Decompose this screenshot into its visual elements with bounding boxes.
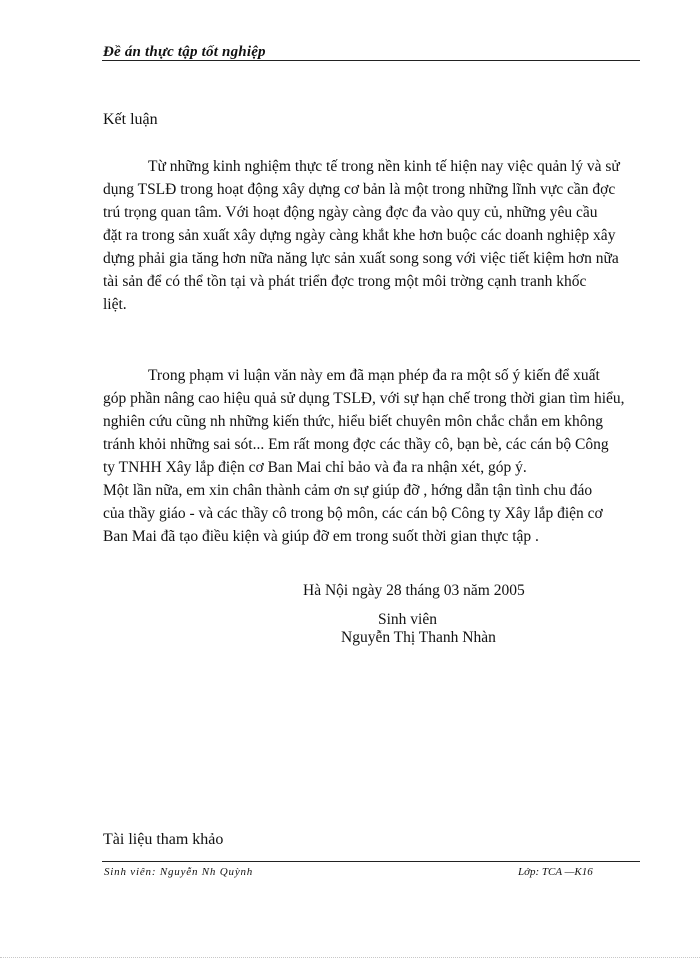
text-line: Từ những kinh nghiệm thực tế trong nền kinh tế hiện nay việc quản lý và sử bbox=[148, 158, 620, 175]
conclusion-paragraph-1 bbox=[103, 155, 641, 316]
footer-class: Lớp: TCA —K16 bbox=[518, 866, 593, 878]
page-bottom-border bbox=[0, 957, 700, 958]
text-line: góp phần nâng cao hiệu quả sử dụng TSLĐ, với sự hạn chế trong thời gian tìm hiểu, bbox=[103, 390, 625, 407]
text-line: Ban Mai đã tạo điều kiện và giúp đỡ em trong suốt thời gian thực tập . bbox=[103, 528, 539, 545]
text-line: Một lần nữa, em xin chân thành cảm ơn sự giúp đỡ , hớng dẫn tận tình chu đáo bbox=[103, 482, 593, 499]
text-line: dụng TSLĐ trong hoạt động xây dựng cơ bản là một trong những lĩnh vực cần đợc bbox=[103, 181, 616, 198]
signature-role: Sinh viên bbox=[378, 611, 437, 628]
date-line: Hà Nội ngày 28 tháng 03 năm 2005 bbox=[303, 582, 525, 599]
footer-divider bbox=[102, 861, 640, 862]
conclusion-paragraph-3 bbox=[103, 479, 641, 548]
text-line: đặt ra trong sản xuất xây dựng ngày càng khắt khe hơn buộc các doanh nghiệp xây bbox=[103, 227, 616, 244]
conclusion-paragraph-2 bbox=[103, 364, 641, 479]
text-line: nghiên cứu cũng nh những kiến thức, hiểu biết chuyên môn chắc chắn em không bbox=[103, 413, 603, 430]
footer-student: Sinh viên: Nguyễn Nh Quỳnh bbox=[104, 866, 254, 878]
text-line: tránh khỏi những sai sót... Em rất mong đợc các thầy cô, bạn bè, các cán bộ Công bbox=[103, 436, 609, 453]
references-heading: Tài liệu tham khảo bbox=[103, 831, 224, 848]
text-line: của thầy giáo - và các thầy cô trong bộ môn, các cán bộ Công ty Xây lắp điện cơ bbox=[103, 505, 603, 522]
signature-name: Nguyễn Thị Thanh Nhàn bbox=[341, 629, 496, 646]
text-line: trú trọng quan tâm. Với hoạt động ngày càng đợc đa vào quy củ, những yêu cầu bbox=[103, 204, 598, 221]
text-line: tài sản để có thể tồn tại và phát triển đợc trong một môi trờng cạnh tranh khốc bbox=[103, 273, 587, 290]
text-line: dựng phải gia tăng hơn nữa năng lực sản xuất song song với việc tiết kiệm hơn nữa bbox=[103, 250, 619, 267]
text-line: liệt. bbox=[103, 296, 127, 313]
page-header-title: Đề án thực tập tốt nghiệp bbox=[103, 44, 266, 60]
conclusion-heading: Kết luận bbox=[103, 111, 158, 128]
text-line: ty TNHH Xây lắp điện cơ Ban Mai chỉ bảo và đa ra nhận xét, góp ý. bbox=[103, 459, 527, 476]
header-divider bbox=[102, 60, 640, 61]
text-line: Trong phạm vi luận văn này em đã mạn phép đa ra một số ý kiến để xuất bbox=[148, 367, 600, 384]
